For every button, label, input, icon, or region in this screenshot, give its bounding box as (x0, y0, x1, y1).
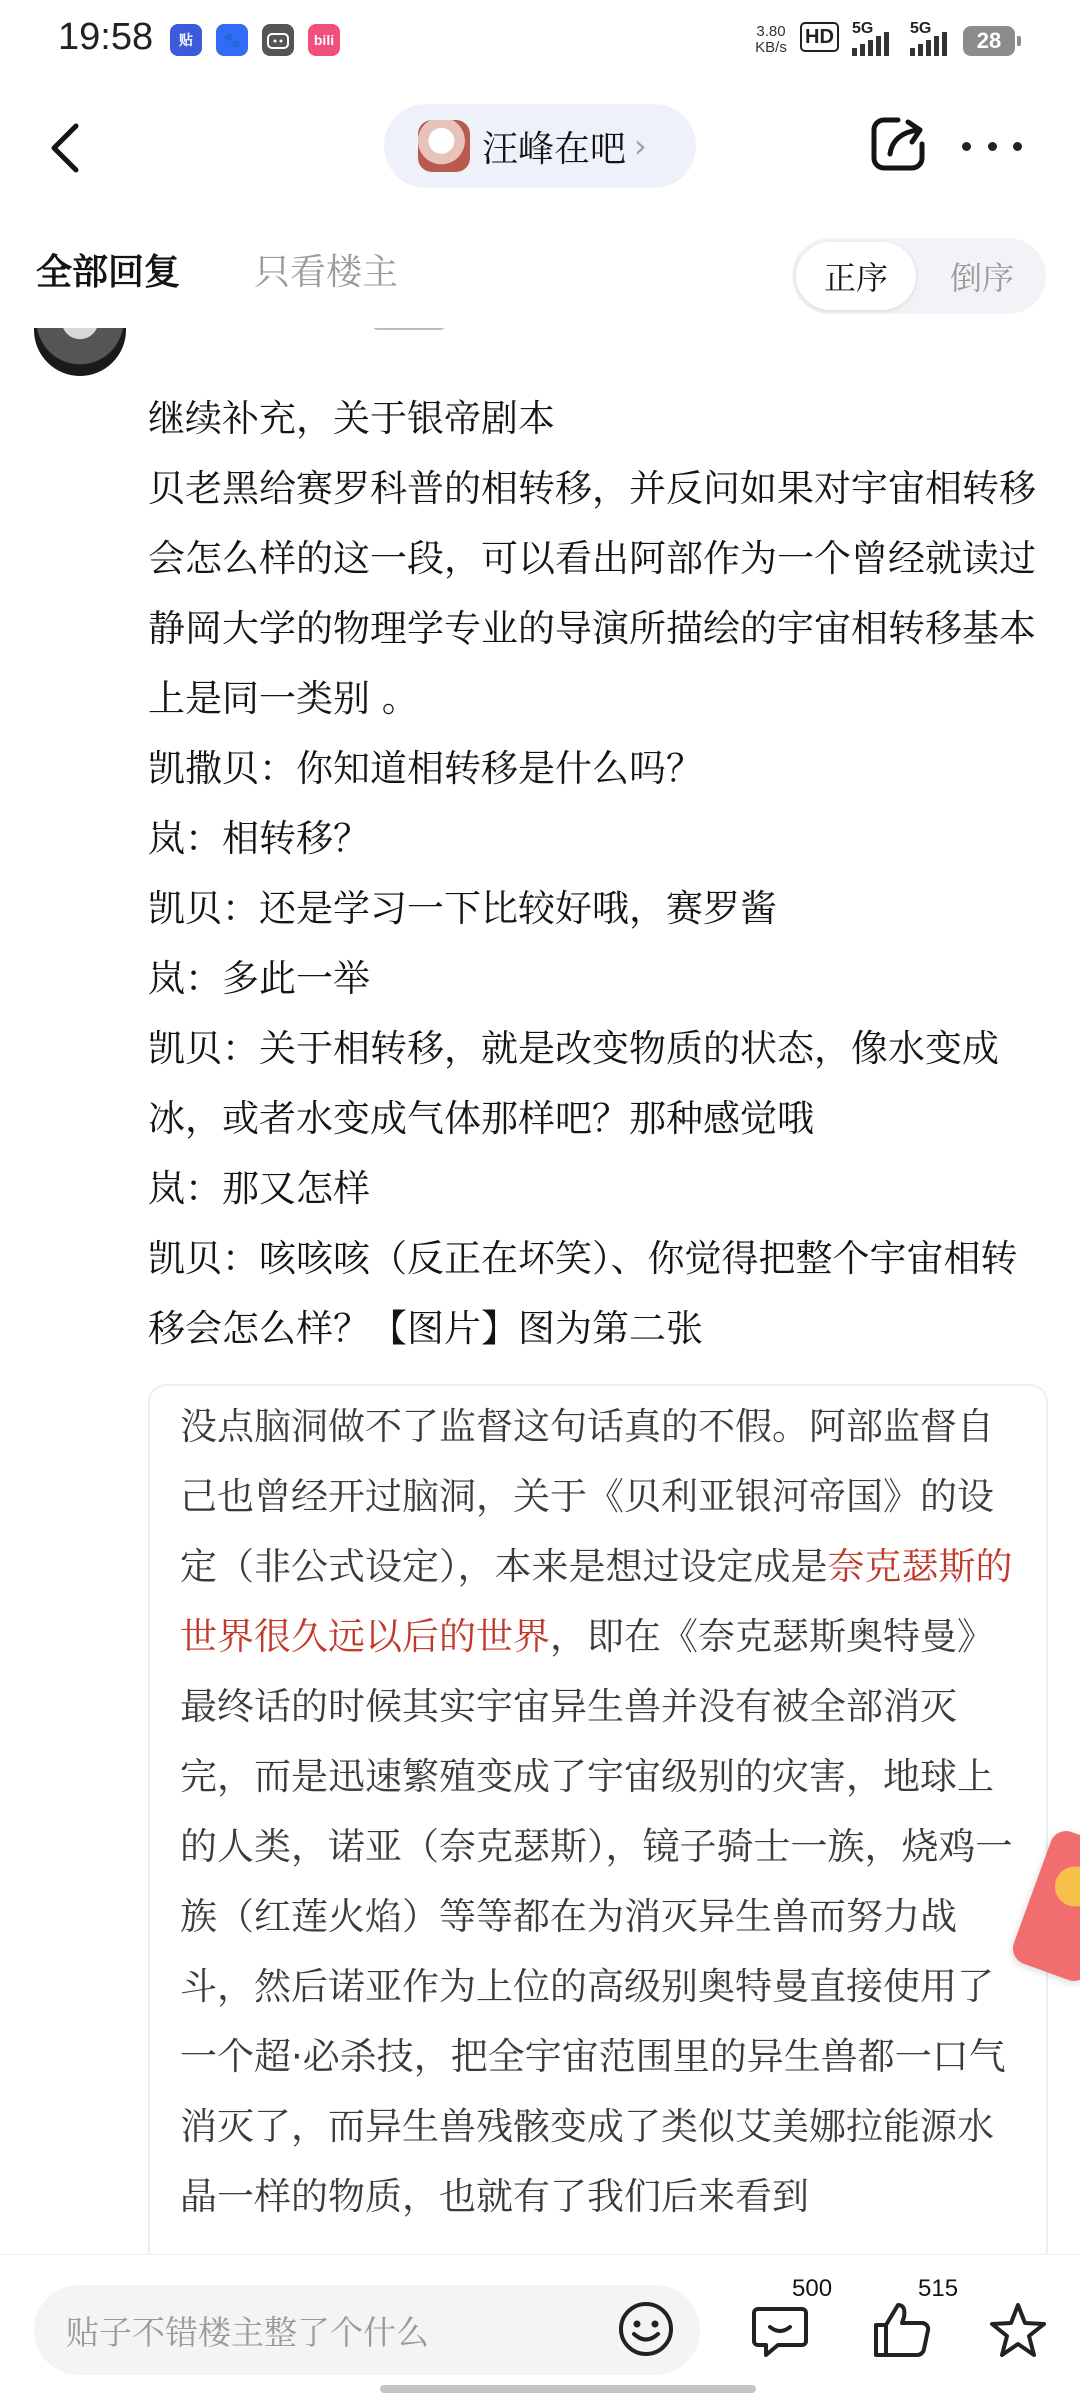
tab-owner-only[interactable]: 只看楼主 (254, 252, 399, 293)
comment-input[interactable] (34, 2285, 700, 2375)
reply-count: 500 (792, 2275, 833, 2302)
top-nav-bar (0, 100, 1080, 196)
sort-descending-button[interactable]: 倒序 (949, 259, 1014, 297)
post-paragraph: 岚：那又怎样 (148, 1167, 370, 1210)
post-paragraph: 岚：相转移？ (148, 817, 370, 860)
bilibili-app-icon: bili (308, 24, 340, 56)
star-icon (986, 2299, 1050, 2363)
home-indicator[interactable] (380, 2385, 756, 2393)
sim2-label: 5G (910, 20, 932, 37)
baidu-paw-icon: 🐾 (216, 24, 248, 56)
back-button[interactable] (40, 120, 96, 176)
battery-icon: 28 (963, 26, 1015, 56)
dot-icon (962, 142, 971, 151)
comment-placeholder: 贴子不错楼主整了个什么 (66, 2313, 429, 2352)
bottom-action-bar (0, 2254, 1080, 2401)
forum-avatar (418, 120, 470, 172)
quoted-content-card[interactable] (148, 1384, 1048, 2254)
share-button[interactable] (868, 114, 928, 174)
forum-name: 汪峰在吧 (482, 128, 627, 170)
thumbs-up-icon (870, 2299, 932, 2361)
signal-bars-icon (910, 30, 947, 56)
emoji-button[interactable] (616, 2299, 676, 2359)
post-author-line (160, 328, 1020, 332)
smiley-icon (616, 2299, 676, 2359)
author-tag (372, 328, 446, 330)
favorite-button[interactable] (986, 2299, 1050, 2363)
highlighted-text: 奈克瑟斯的世界很久远以后的世界 (180, 1545, 1013, 1658)
status-time: 19:58 (58, 16, 154, 58)
dot-icon (988, 142, 997, 151)
reply-filter-bar (0, 230, 1080, 326)
sort-order-toggle (792, 238, 1046, 314)
post-paragraph: 岚：多此一举 (148, 957, 370, 1000)
sort-ascending-button[interactable]: 正序 (796, 242, 916, 310)
post-paragraph: 凯贝：关于相转移，就是改变物质的状态，像水变成冰，或者水变成气体那样吧？那种感觉哦 (148, 1027, 999, 1140)
tab-all-replies[interactable]: 全部回复 (36, 252, 181, 293)
user-avatar[interactable] (34, 328, 126, 376)
post-paragraph: 贝老黑给赛罗科普的相转移，并反问如果对宇宙相转移会怎么样的这一段，可以看出阿部作为一个曾经就读过静岡大学的物理学专业的导演所描绘的宇宙相转移基本上是同一类别 。 (148, 467, 1036, 720)
more-options-button[interactable] (962, 120, 1022, 172)
post-paragraph: 继续补充，关于银帝剧本 (148, 397, 555, 440)
dot-icon (1013, 142, 1022, 151)
baidu-tieba-icon: 贴 (170, 24, 202, 56)
forum-link[interactable] (384, 104, 696, 188)
bilibili-tv-icon (262, 24, 294, 56)
notification-icons (170, 24, 340, 56)
chevron-right-icon: › (634, 127, 647, 165)
like-button[interactable] (870, 2299, 932, 2361)
sim1-label: 5G (852, 20, 874, 37)
status-bar (0, 0, 1080, 84)
quoted-text: 没点脑洞做不了监督这句话真的不假。阿部监督自己也曾经开过脑洞，关于《贝利亚银河帝国》的设定（非公式设定），本来是想过设定成是奈克瑟斯的世界很久远以后的世界，即在《奈克瑟斯奥特曼》最终话的时候其实宇宙异生兽并没有被全部消灭完，而是迅速繁殖变成了宇宙级别的灾害，地球上的人类，诺亚（奈克瑟斯），镜子骑士一族，烧鸡一族（红莲火焰）等等都在为消灭异生兽而努力战斗，然后诺亚作为上位的高级别奥特曼直接使用了一个超·必杀技，把全宇宙范围里的异生兽都一口气消灭了，而异生兽残骸变成了类似艾美娜拉能源水晶一样的物质，也就有了我们后来看到 (180, 1405, 1013, 2218)
comment-bubble-icon (748, 2301, 812, 2361)
post-paragraph: 凯贝：还是学习一下比较好哦，赛罗酱 (148, 887, 777, 930)
hd-voice-icon: HD (800, 22, 839, 52)
post-paragraph: 凯贝：咳咳咳（反正在坏笑）、你觉得把整个宇宙相转移会怎么样？【图片】图为第二张 (148, 1237, 1018, 1350)
post-body (148, 384, 1038, 1364)
post-paragraph: 凯撒贝：你知道相转移是什么吗？ (148, 747, 703, 790)
share-icon (868, 114, 928, 174)
network-speed: 3.80 KB/s (755, 23, 787, 56)
signal-bars-icon (852, 30, 889, 56)
post-content-area[interactable] (0, 328, 1080, 2254)
like-count: 515 (918, 2275, 959, 2302)
chevron-left-icon (40, 120, 96, 176)
reply-button[interactable] (748, 2301, 812, 2361)
